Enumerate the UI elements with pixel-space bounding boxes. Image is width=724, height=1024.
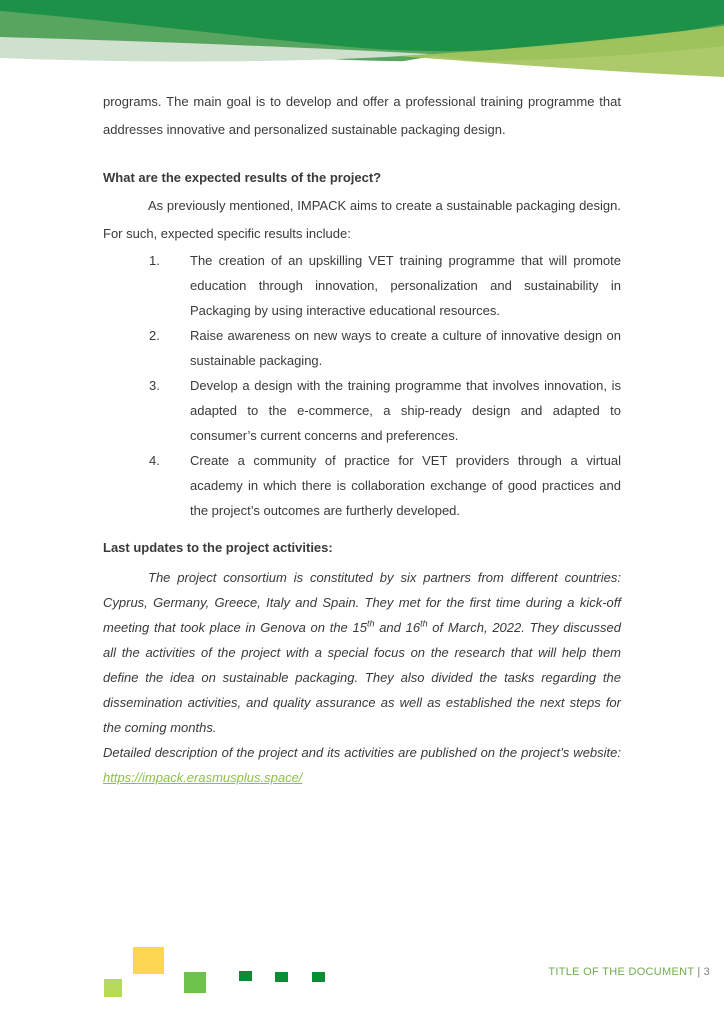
ordinal-superscript: th (366, 618, 375, 629)
footer-decoration-square (239, 971, 252, 981)
list-item-number: 3. (149, 378, 160, 393)
footer-decoration-square (133, 947, 164, 974)
list-item-text: Raise awareness on new ways to create a culture of innovative design on sustainable packaging. (190, 328, 621, 368)
list-item (149, 248, 621, 323)
page-number: 3 (703, 966, 710, 978)
list-item-text: The creation of an upskilling VET training programme that will promote education through innovation, personalization and sustainability in Packaging by using interactive educational resources. (190, 253, 621, 318)
footer-decoration-square (275, 972, 288, 982)
section-heading-last-updates: Last updates to the project activities: (103, 540, 333, 555)
footer (548, 966, 710, 978)
ordinal-superscript: th (420, 618, 428, 629)
list-item-text: Develop a design with the training programme that involves innovation, is adapted to the e-commerce, a ship-ready design and adapted to consumer’s current concerns and preferences. (190, 378, 621, 443)
list-item (149, 373, 621, 448)
list-item-number: 2. (149, 328, 160, 343)
document-body (103, 88, 621, 790)
document-title-footer: TITLE OF THE DOCUMENT (548, 966, 695, 978)
list-item (149, 323, 621, 373)
updates-text-segment: The project consortium is constituted by six partners from different countries: Cyprus, Germany, Greece, Italy and Spain. They met for the first time during a kick-off meeting that took place in Genova on the 15 (103, 570, 621, 635)
link-line (103, 765, 621, 790)
list-item-text: Create a community of practice for VET providers through a virtual academy in which there is collaboration exchange of good practices and the project’s outcomes are furtherly developed. (190, 453, 621, 518)
footer-separator: | (697, 966, 701, 978)
project-website-link[interactable]: https://impack.erasmusplus.space/ (103, 770, 303, 785)
paragraph-detailed-description: Detailed description of the project and its activities are published on the project’s website: (103, 745, 621, 760)
paragraph-expected-results-intro: As previously mentioned, IMPACK aims to create a sustainable packaging design. For such, expected specific results include: (103, 198, 621, 241)
header-wave-decoration (0, 0, 724, 80)
section-heading-expected-results: What are the expected results of the project? (103, 170, 382, 185)
footer-decoration-square (312, 972, 325, 982)
paragraph-intro: programs. The main goal is to develop and offer a professional training programme that addresses innovative and personalized sustainable packaging design. (103, 94, 621, 137)
footer-decoration-square (104, 979, 122, 997)
paragraph-project-updates (103, 565, 621, 740)
list-item-number: 4. (149, 453, 160, 468)
updates-text-segment: of March, 2022. They discussed all the activities of the project with a special focus on the research that will help them define the idea on sustainable packaging. They also divided the tasks regarding the dissemination activities, and quality assurance as well as established the next steps for the coming months. (103, 620, 621, 735)
list-item (149, 448, 621, 523)
updates-text-segment: and 16 (374, 620, 421, 635)
expected-results-list (149, 248, 621, 523)
list-item-number: 1. (149, 253, 160, 268)
footer-decoration-square (184, 972, 206, 993)
